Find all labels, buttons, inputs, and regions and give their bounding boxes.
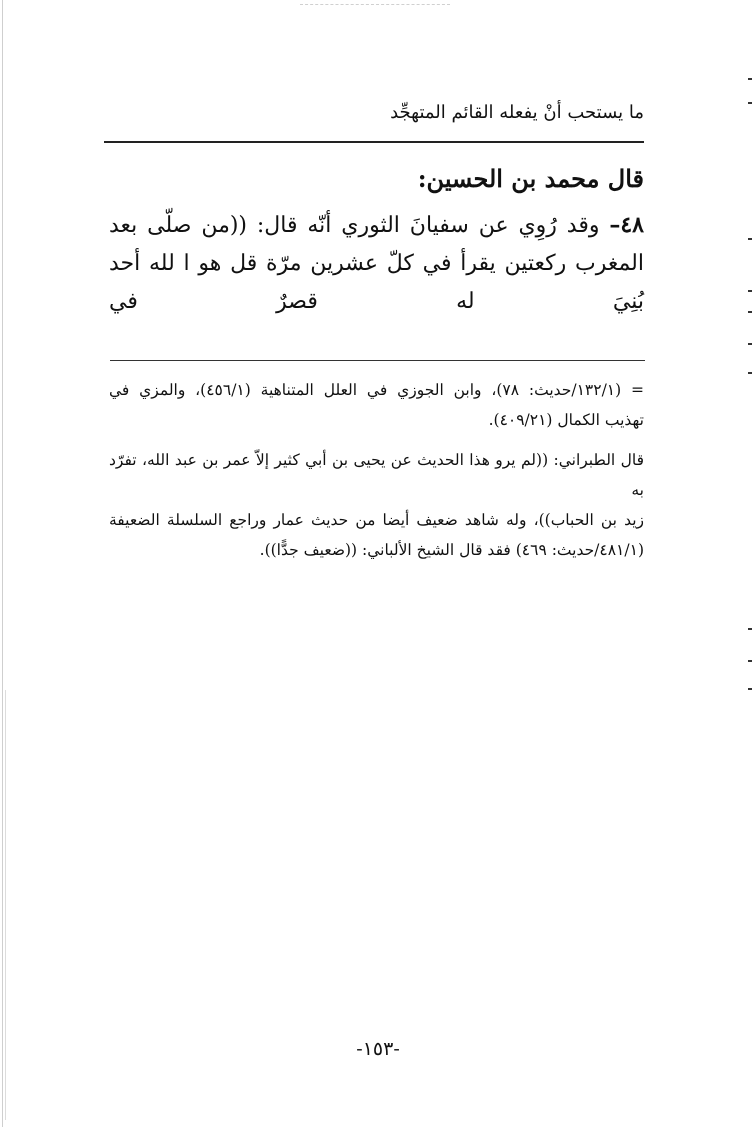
header-rule (104, 141, 644, 143)
scan-mark (748, 238, 752, 240)
hadith-line-1-text: وقد رُوِي عن سفيانَ الثوري أنّه قال: ((من صلّى بعد (109, 213, 610, 238)
page-number: -١٥٣- (356, 1038, 400, 1060)
footnote-rule (110, 360, 645, 361)
scan-mark (748, 290, 752, 292)
footnote-line: = (١٣٢/١/حديث: ٧٨)، وابن الجوزي في العلل المتناهية (٤٥٦/١)، والمزي في (109, 381, 644, 399)
hadith-line-1 (109, 206, 644, 245)
footnote-line: زيد بن الحباب))، وله شاهد ضعيف أيضا من حديث عمار وراجع السلسلة الضعيفة (109, 511, 644, 529)
hadith-number: ٤٨– (609, 212, 644, 238)
scan-mark (748, 78, 752, 80)
running-header: ما يستحب أنْ يفعله القائم المتهجِّد (390, 102, 644, 123)
scan-mark (748, 372, 752, 374)
scan-mark (748, 688, 752, 690)
footnotes (109, 375, 644, 575)
hadith-line-2: المغرب ركعتين يقرأ في كلّ عشرين مرّة قل هو ا لله أحد بُنِيَ له قصرٌ في (109, 251, 644, 314)
footnote-line: (٤٨١/١/حديث: ٤٦٩) فقد قال الشيخ الألباني: ((ضعيف جدًّا)). (259, 541, 644, 559)
hadith-text (109, 206, 644, 321)
footnote-line: قال الطبراني: ((لم يرو هذا الحديث عن يحيى بن أبي كثير إلاّ عمر بن عبد الله، تفرّد به (109, 451, 644, 499)
scan-mark (748, 343, 752, 345)
section-title: قال محمد بن الحسين: (417, 164, 644, 193)
scan-edge-top (300, 4, 450, 6)
scan-mark (748, 660, 752, 662)
footnote-line: تهذيب الكمال (٤٠٩/٢١). (488, 411, 644, 429)
footnote-paragraph-1 (109, 375, 644, 435)
scan-mark (748, 102, 752, 104)
scan-mark (748, 628, 752, 630)
scan-edge-left (2, 0, 3, 1127)
footnote-paragraph-2 (109, 445, 644, 565)
scan-mark (748, 311, 752, 313)
